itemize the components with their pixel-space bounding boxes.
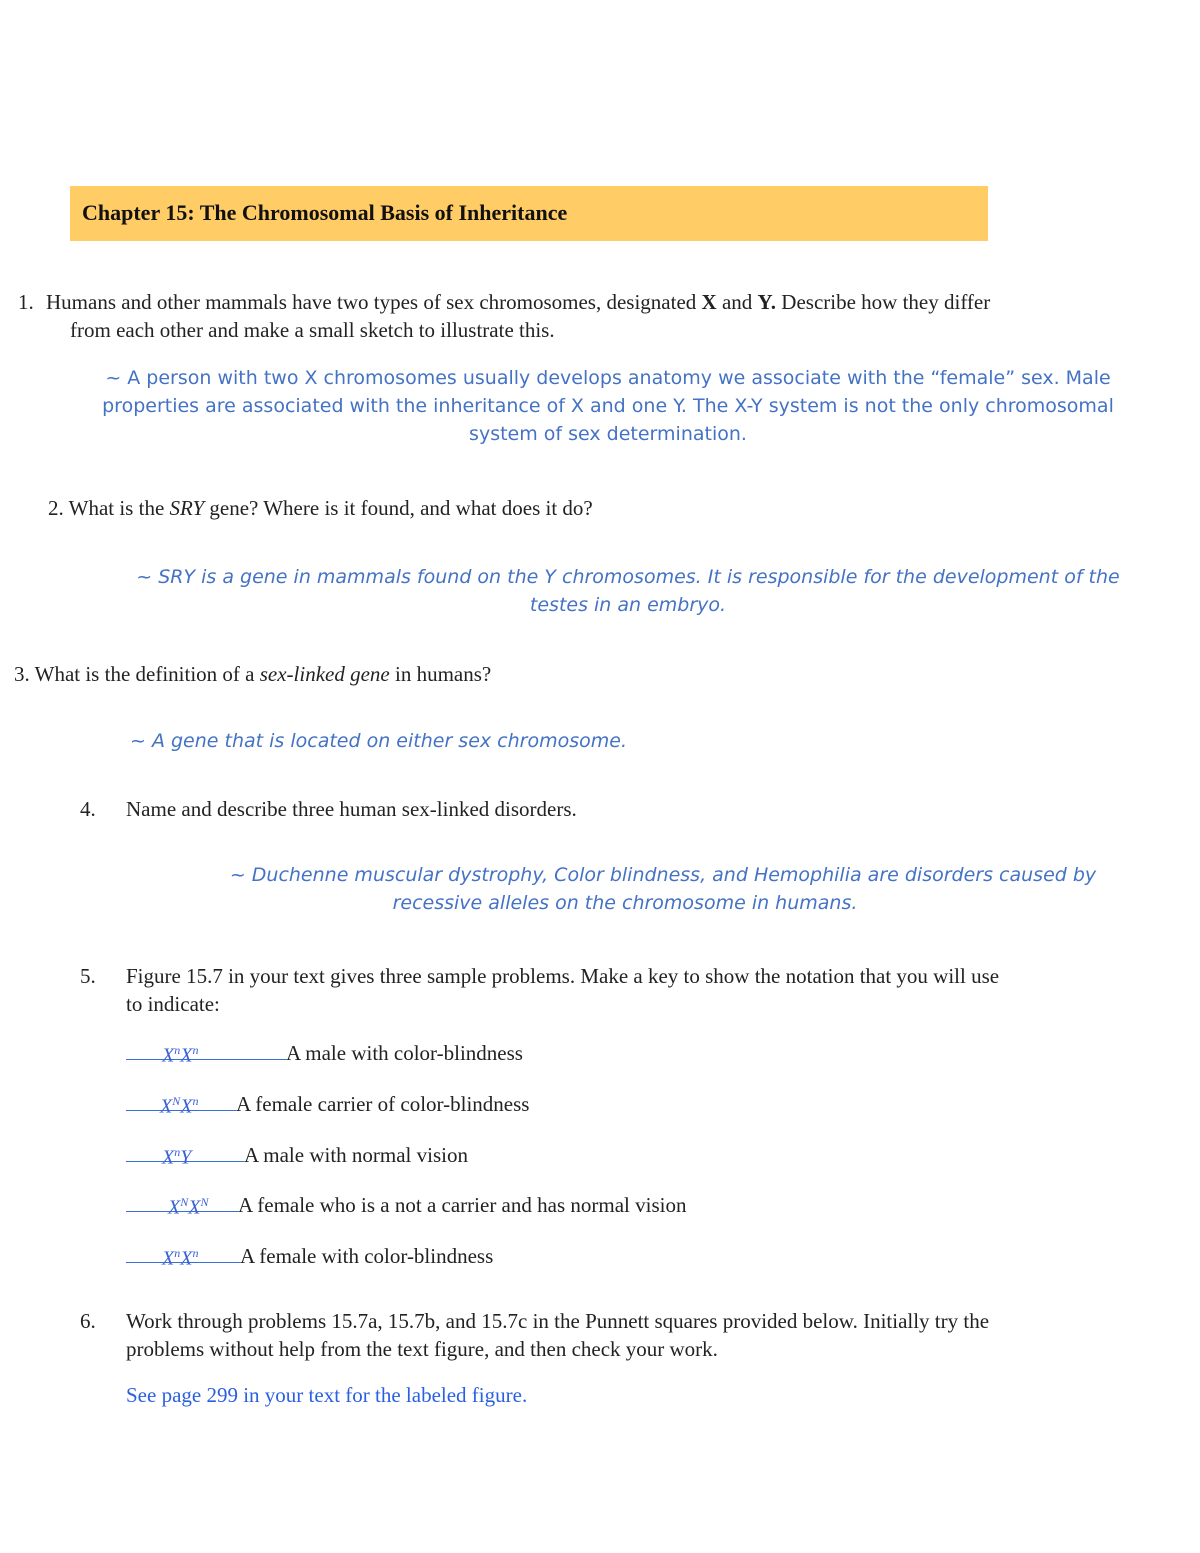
key-row xyxy=(126,1139,468,1169)
question-4-number: 4. xyxy=(80,797,96,821)
question-2 xyxy=(48,494,593,522)
notation: $X^NX^n$ xyxy=(160,1094,199,1118)
question-6-number: 6. xyxy=(80,1309,96,1333)
q1-and: and xyxy=(716,290,758,314)
question-3 xyxy=(14,660,491,688)
notation: $X^nY$ xyxy=(162,1145,192,1169)
key-label: A female who is a not a carrier and has normal vision xyxy=(238,1193,687,1217)
q2-pre: 2. What is the xyxy=(48,496,170,520)
q1-text-b: Describe how they differ xyxy=(776,290,991,314)
key-row xyxy=(126,1037,523,1067)
chapter-title-banner xyxy=(70,186,988,241)
key-row xyxy=(126,1240,493,1270)
q2-post: gene? Where is it found, and what does it do? xyxy=(204,496,593,520)
answer-3: ~ A gene that is located on either sex chromosome. xyxy=(130,730,627,752)
q2-sry: SRY xyxy=(169,496,205,520)
question-1-line-2: from each other and make a small sketch to illustrate this. xyxy=(70,318,555,342)
question-5-line-2: to indicate: xyxy=(126,992,220,1016)
q1-x: X xyxy=(701,290,717,314)
q1-y: Y. xyxy=(757,290,777,314)
question-5-line-1: Figure 15.7 in your text gives three sample problems. Make a key to show the notation that you will use xyxy=(126,964,1000,988)
q3-pre: 3. What is the definition of a xyxy=(14,662,260,686)
notation-blank[interactable] xyxy=(126,1139,244,1169)
notation-blank[interactable] xyxy=(126,1037,286,1067)
question-1-line-1 xyxy=(46,288,1146,316)
question-6-line-2: problems without help from the text figure, and then check your work. xyxy=(126,1337,718,1361)
notation: $X^NX^N$ xyxy=(168,1195,209,1219)
q3-post: in humans? xyxy=(389,662,492,686)
key-row xyxy=(126,1088,529,1118)
q1-text-a: Humans and other mammals have two types of sex chromosomes, designated xyxy=(46,290,702,314)
key-row xyxy=(126,1189,686,1219)
answer-1-line-3: system of sex determination. xyxy=(469,423,747,445)
q3-term: sex-linked gene xyxy=(259,662,390,686)
notation-blank[interactable] xyxy=(126,1240,240,1270)
notation: $X^nX^n$ xyxy=(162,1246,199,1270)
reference-link[interactable]: See page 299 in your text for the labeled figure. xyxy=(126,1383,528,1407)
answer-4-line-1: ~ Duchenne muscular dystrophy, Color blindness, and Hemophilia are disorders caused by xyxy=(229,864,1097,886)
answer-2-line-1: ~ SRY is a gene in mammals found on the Y chromosomes. It is responsible for the development of the xyxy=(136,566,1120,588)
page-title: Chapter 15: The Chromosomal Basis of Inheritance xyxy=(82,200,568,225)
key-label: A male with normal vision xyxy=(244,1143,468,1167)
notation: $X^nX^n$ xyxy=(162,1043,199,1067)
key-label: A female with color-blindness xyxy=(240,1244,494,1268)
answer-2-line-2: testes in an embryo. xyxy=(529,594,727,616)
question-5-number: 5. xyxy=(80,964,96,988)
notation-blank[interactable] xyxy=(126,1088,236,1118)
question-1-number: 1. xyxy=(18,290,34,314)
key-label: A female carrier of color-blindness xyxy=(236,1092,530,1116)
answer-1-line-2: properties are associated with the inheritance of X and one Y. The X-Y system is not the only chromosomal xyxy=(102,395,1114,417)
answer-1-line-1: ~ A person with two X chromosomes usually develops anatomy we associate with the “female” sex. Male xyxy=(105,367,1111,389)
notation-blank[interactable] xyxy=(126,1189,238,1219)
answer-4-line-2: recessive alleles on the chromosome in humans. xyxy=(392,892,858,914)
key-label: A male with color-blindness xyxy=(286,1041,523,1065)
question-4-text: Name and describe three human sex-linked disorders. xyxy=(126,797,577,821)
question-6-line-1: Work through problems 15.7a, 15.7b, and 15.7c in the Punnett squares provided below. Initially try the xyxy=(126,1309,990,1333)
